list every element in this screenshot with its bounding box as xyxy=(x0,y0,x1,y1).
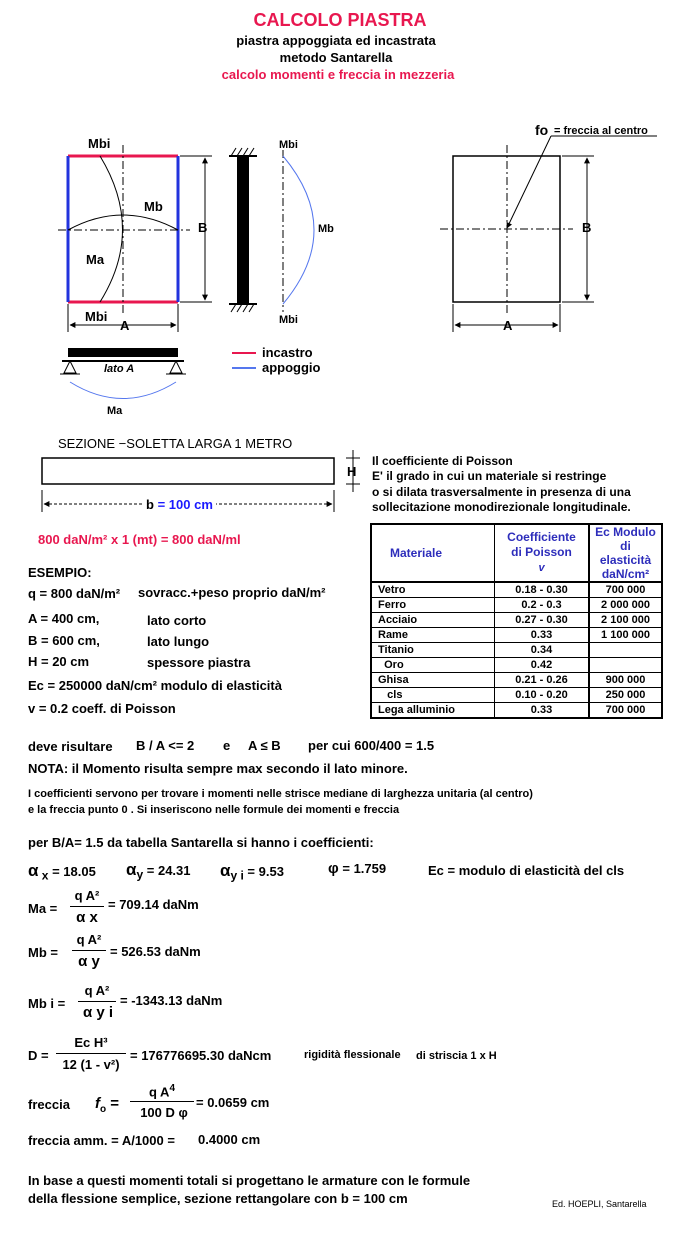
legend-incastro: incastro xyxy=(262,345,313,360)
d-note-1: rigidità flessionale xyxy=(304,1049,401,1061)
cell-poisson: 0.33 xyxy=(495,628,590,643)
example-h: H = 20 cm xyxy=(28,654,90,669)
table-row xyxy=(371,628,662,643)
cell-poisson: 0.27 - 0.30 xyxy=(495,613,590,628)
cell-poisson: 0.2 - 0.3 xyxy=(495,598,590,613)
alpha-x-value: = 18.05 xyxy=(52,864,96,879)
freccia-label: freccia xyxy=(28,1097,70,1112)
poisson-line-1: Il coefficiente di Poisson xyxy=(372,454,513,468)
dim-a-left: A xyxy=(120,318,130,333)
example-a-desc: lato corto xyxy=(147,613,207,628)
table-row xyxy=(371,598,662,613)
mbi-fraction-line xyxy=(78,1001,116,1002)
freccia-numerator-text: q A xyxy=(148,1084,170,1100)
phi-value: = 1.759 xyxy=(342,861,387,876)
right-plate xyxy=(440,136,657,332)
cell-material: Ghisa xyxy=(371,673,495,688)
freccia-amm-value: 0.4000 cm xyxy=(198,1132,261,1147)
fo-description: = freccia al centro xyxy=(554,125,648,137)
example-v: v = 0.2 coeff. di Poisson xyxy=(28,701,176,716)
materials-table xyxy=(370,523,663,719)
poisson-line-3: o si dilata trasversalmente in presenza di una xyxy=(372,485,631,499)
d-value: = 176776695.30 daNcm xyxy=(130,1048,272,1063)
side-mbi-bottom: Mbi xyxy=(279,314,298,326)
table-row xyxy=(371,658,662,673)
poisson-line-4: sollecitazione monodirezionale longitudinale. xyxy=(372,500,631,514)
freccia-symbol: $f_o$ = xyxy=(95,1095,120,1115)
d-numerator: Ec H³ xyxy=(74,1035,108,1050)
cell-material: Lega alluminio xyxy=(371,703,495,719)
ma-formula-label: Ma = xyxy=(28,901,58,916)
cell-material: Rame xyxy=(371,628,495,643)
alpha-y-value: = 24.31 xyxy=(146,863,191,878)
cell-ec: 1 100 000 xyxy=(589,628,662,643)
col-poisson-l1: Coefficiente xyxy=(507,530,576,544)
d-denominator: 12 (1 - v²) xyxy=(62,1057,120,1072)
mb-formula-label: Mb = xyxy=(28,945,58,960)
mbi-formula-label: Mb i = xyxy=(28,996,66,1011)
poisson-line-2: E' il grado in cui un materiale si restringe xyxy=(372,469,607,483)
coeff-note-1: I coefficienti servono per trovare i momenti nelle strisce mediane di larghezza unitaria (al centro) xyxy=(28,788,533,800)
cell-poisson: 0.18 - 0.30 xyxy=(495,582,590,598)
mb-label: Mb xyxy=(144,199,163,214)
example-ec: Ec = 250000 daN/cm² modulo di elasticità xyxy=(28,678,282,693)
section-b-value: = 100 cm xyxy=(157,497,213,512)
cell-poisson: 0.42 xyxy=(495,658,590,673)
ec-note: Ec = modulo di elasticità del cls xyxy=(428,863,625,878)
example-b: B = 600 cm, xyxy=(28,633,100,648)
example-h-desc: spessore piastra xyxy=(147,655,251,670)
subtitle-1: piastra appoggiata ed incastrata xyxy=(236,33,436,48)
cell-material: cls xyxy=(371,688,495,703)
cell-ec xyxy=(589,658,662,673)
dim-b-right: B xyxy=(582,220,592,235)
side-mbi-top: Mbi xyxy=(279,139,298,151)
cell-poisson: 0.21 - 0.26 xyxy=(495,673,590,688)
load-text: 800 daN/m² x 1 (mt) = 800 daN/ml xyxy=(38,532,241,547)
subtitle-3: calcolo momenti e freccia in mezzeria xyxy=(221,67,455,82)
mbi-value: = -1343.13 daNm xyxy=(120,993,223,1008)
cell-ec: 700 000 xyxy=(589,582,662,598)
check-ratio: B / A <= 2 xyxy=(136,738,195,753)
mb-fraction-line xyxy=(72,950,106,951)
ma-label: Ma xyxy=(86,252,105,267)
cell-ec: 250 000 xyxy=(589,688,662,703)
section-b xyxy=(143,497,216,512)
cell-material: Titanio xyxy=(371,643,495,658)
subtitle-2: metodo Santarella xyxy=(279,50,393,65)
mb-value: = 526.53 daNm xyxy=(110,944,201,959)
table-row xyxy=(371,673,662,688)
cell-ec: 900 000 xyxy=(589,673,662,688)
mbi-numerator: q A² xyxy=(84,983,110,998)
footer-line-2: della flessione semplice, sezione rettangolare con b = 100 cm xyxy=(28,1191,408,1206)
freccia-fraction-line xyxy=(130,1101,194,1102)
freccia-value: = 0.0659 cm xyxy=(196,1095,270,1110)
alpha-y: $\alpha_y = 24.31$ xyxy=(126,860,191,882)
left-plate xyxy=(58,145,212,332)
cell-material: Ferro xyxy=(371,598,495,613)
table-row xyxy=(371,703,662,719)
example-q: q = 800 daN/m² xyxy=(28,586,121,601)
d-fraction-line xyxy=(56,1053,126,1054)
page-title: CALCOLO PIASTRA xyxy=(253,10,427,30)
mbi-bottom-label: Mbi xyxy=(85,309,108,324)
ma-denominator: α x xyxy=(76,909,98,926)
cell-ec xyxy=(589,643,662,658)
cell-material: Vetro xyxy=(371,582,495,598)
footer-line-1: In base a questi momenti totali si progettano le armature con le formule xyxy=(28,1173,471,1188)
cell-ec: 2 100 000 xyxy=(589,613,662,628)
freccia-amm-label: freccia amm. = A/1000 = xyxy=(28,1133,175,1148)
alpha-yi: $\alpha_{y i} = 9.53$ xyxy=(220,861,284,883)
section-b-letter: b xyxy=(146,497,154,512)
mbi-denominator: α y i xyxy=(82,1004,114,1021)
col-ec-l1: Ec Modulo di xyxy=(595,525,656,553)
santarella-intro: per B/A= 1.5 da tabella Santarella si hanno i coefficienti: xyxy=(28,835,374,850)
section-h: H xyxy=(347,464,357,479)
d-formula-label: D = xyxy=(28,1048,49,1063)
cell-poisson: 0.34 xyxy=(495,643,590,658)
mb-denominator: α y xyxy=(78,953,100,970)
side-mb: Mb xyxy=(318,223,334,235)
footer-credit: Ed. HOEPLI, Santarella xyxy=(552,1199,647,1209)
table-row xyxy=(371,688,662,703)
check-a-le-b: A ≤ B xyxy=(248,738,281,753)
table-row xyxy=(371,643,662,658)
section-title: SEZIONE −SOLETTA LARGA 1 METRO xyxy=(58,436,293,451)
col-poisson-l2: di Poisson xyxy=(511,545,572,559)
check-e: e xyxy=(223,738,231,753)
dim-a-right: A xyxy=(503,318,513,333)
cell-ec: 2 000 000 xyxy=(589,598,662,613)
side-section xyxy=(229,148,314,312)
cell-material: Oro xyxy=(371,658,495,673)
table-row xyxy=(371,582,662,598)
col-ec-l2: elasticità xyxy=(599,553,652,567)
mbi-top-label: Mbi xyxy=(88,136,111,151)
col-ec xyxy=(589,524,662,582)
table-row xyxy=(371,613,662,628)
freccia-denominator: 100 D φ xyxy=(140,1105,188,1120)
example-b-desc: lato lungo xyxy=(147,634,210,649)
legend-appoggio: appoggio xyxy=(262,360,321,375)
example-a: A = 400 cm, xyxy=(28,611,100,626)
cell-poisson: 0.33 xyxy=(495,703,590,719)
col-materiale: Materiale xyxy=(371,524,495,582)
check-deve: deve risultare xyxy=(28,739,113,754)
cell-poisson: 0.10 - 0.20 xyxy=(495,688,590,703)
col-poisson-l3: v xyxy=(538,562,545,574)
coeff-note-2: e la freccia punto 0 . Si inseriscono nelle formule dei momenti e freccia xyxy=(28,804,400,816)
example-title: ESEMPIO: xyxy=(28,565,92,580)
col-ec-l3: daN/cm² xyxy=(601,567,650,581)
phi: φ = 1.759 xyxy=(328,860,387,877)
check-per-cui: per cui 600/400 = 1.5 xyxy=(308,738,435,753)
d-note-2: di striscia 1 x H xyxy=(416,1050,497,1062)
col-poisson xyxy=(495,524,590,582)
dim-b-left: B xyxy=(198,220,208,235)
freccia-numerator: q $A^4$ xyxy=(148,1083,176,1100)
beam-ma: Ma xyxy=(107,405,123,417)
ma-fraction-line xyxy=(70,906,104,907)
mb-numerator: q A² xyxy=(76,932,102,947)
cell-material: Acciaio xyxy=(371,613,495,628)
ma-value: = 709.14 daNm xyxy=(108,897,199,912)
alpha-yi-value: = 9.53 xyxy=(247,864,284,879)
check-nota: NOTA: il Momento risulta sempre max secondo il lato minore. xyxy=(28,761,408,776)
side-lato-b: lato B xyxy=(237,193,249,224)
fo-symbol: fo xyxy=(535,122,549,138)
beam-lato-a: lato A xyxy=(104,363,135,375)
alpha-x: α $_x$ = 18.05 xyxy=(28,861,96,883)
example-q-desc: sovracc.+peso proprio daN/m² xyxy=(138,585,326,600)
ma-numerator: q A² xyxy=(74,888,100,903)
cell-ec: 700 000 xyxy=(589,703,662,719)
freccia-symbol-f: f xyxy=(95,1095,100,1112)
